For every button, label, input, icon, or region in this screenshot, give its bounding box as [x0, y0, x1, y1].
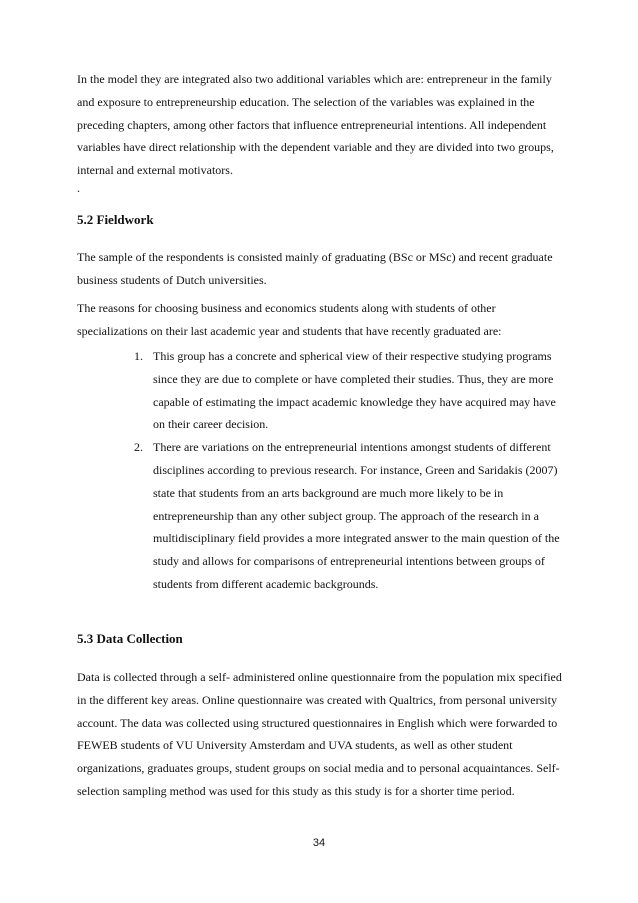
list-item-text: There are variations on the entrepreneurial intentions amongst students of different disciplines according to previous research. For instance, Green and Saridakis (2007) state that students from an arts background are much more likely to be in entrepreneurship than any other subject group. The approach of the research in a multidisciplinary field provides a more integrated answer to the main question of the study and allows for comparisons of entrepreneurial intentions between groups of students from different academic backgrounds.: [153, 440, 560, 591]
page-number: 34: [312, 837, 326, 849]
list-item-number: 2.: [134, 440, 143, 455]
intro-paragraph: In the model they are integrated also two additional variables which are: entrepreneur in the family and exposure to entrepreneurship education. The selection of the variables was explained in the preceding chapters, among other factors that influence entrepreneurial intentions. All independent variables have direct relationship with the dependent variable and they are divided into two groups, internal and external motivators.: [77, 72, 554, 178]
fieldwork-paragraph-1: The sample of the respondents is consisted mainly of graduating (BSc or MSc) and recent graduate business students of Dutch universities.: [77, 250, 553, 287]
list-item: [77, 345, 567, 436]
list-item-text: This group has a concrete and spherical view of their respective studying programs since they are due to complete or have completed their studies. Thus, they are more capable of estimating the impact academic knowledge they have acquired may have on their career decision.: [153, 349, 556, 432]
heading-fieldwork: 5.2 Fieldwork: [77, 212, 154, 227]
heading-data-collection: 5.3 Data Collection: [77, 631, 183, 646]
list-item: [77, 436, 567, 596]
list-item-number: 1.: [134, 349, 143, 363]
data-collection-paragraph: Data is collected through a self- administered online questionnaire from the population mix specified in the different key areas. Online questionnaire was created with Qualtrics, from personal university account. The data was collected using structured questionnaires in English which were forwarded to FEWEB students of VU University Amsterdam and UVA students, as well as other student organizations, graduates groups, student groups on social media and to personal acquaintances. Self-selection sampling method was used for this study as this study is for a shorter time period.: [77, 670, 562, 798]
fieldwork-paragraph-2: The reasons for choosing business and economics students along with students of other specializations on their last academic year and students that have recently graduated are:: [77, 301, 502, 338]
stray-dot: .: [77, 181, 80, 195]
reasons-list: [77, 345, 567, 596]
